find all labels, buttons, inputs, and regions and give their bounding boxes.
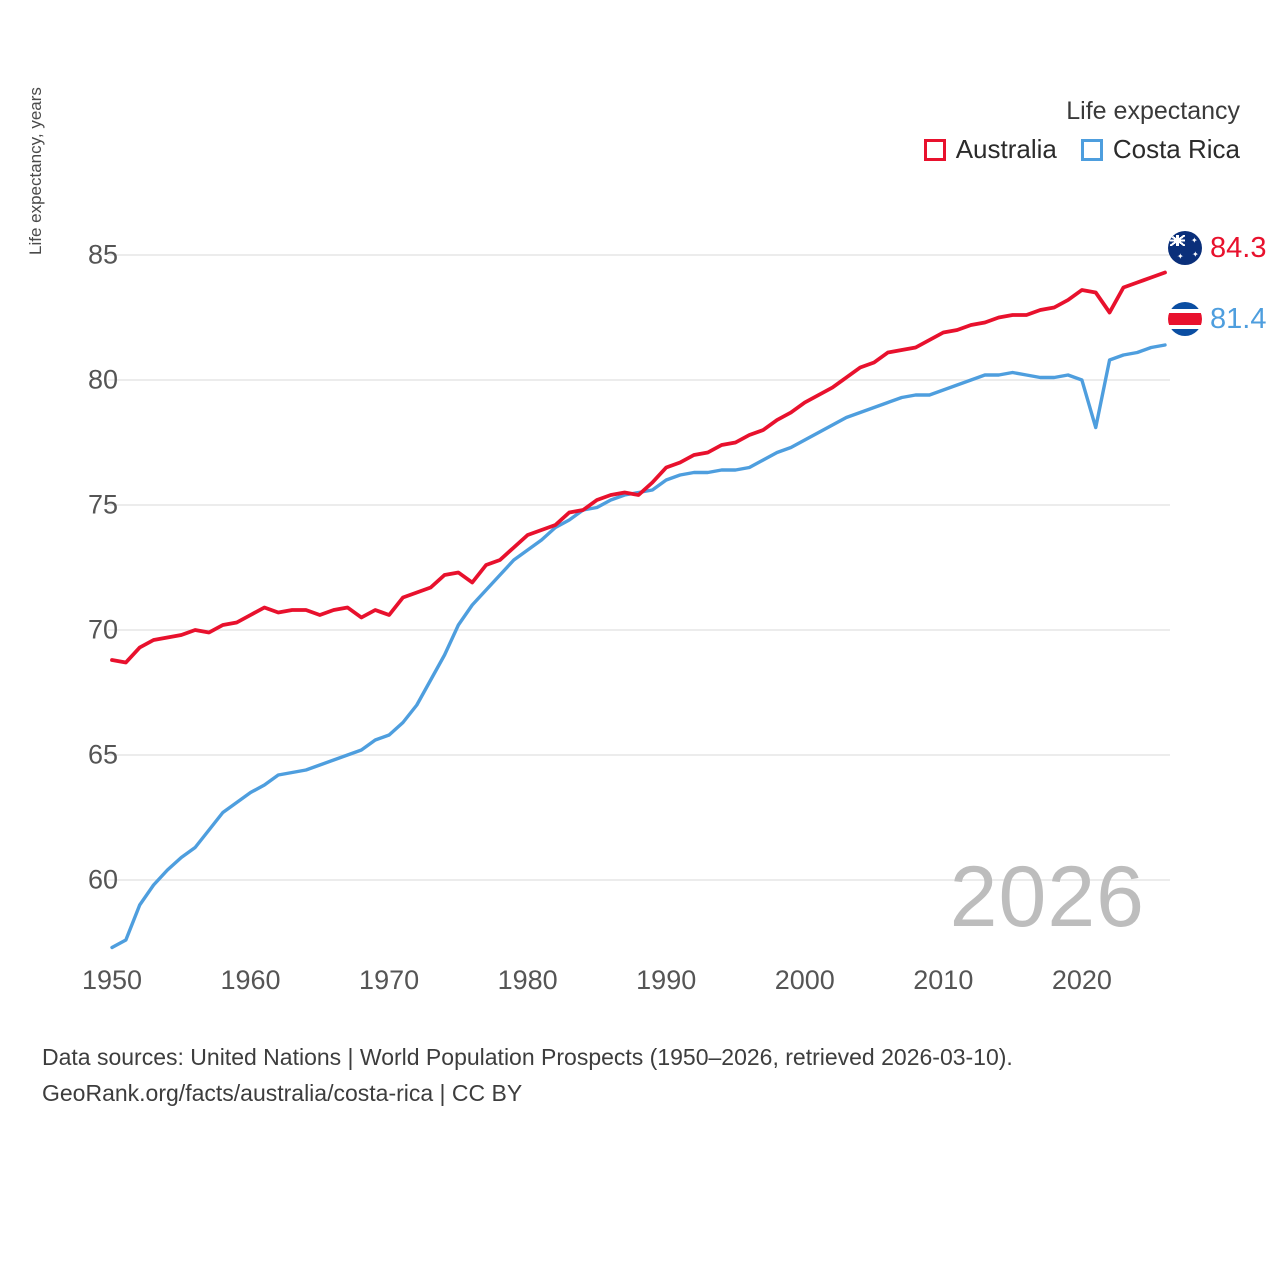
x-tick-label: 1960 [220,965,281,995]
x-tick-label: 2020 [1051,965,1112,995]
legend-item-australia[interactable] [924,134,1057,165]
y-tick-label: 80 [87,364,118,395]
y-tick-label: 75 [87,489,118,520]
y-tick-label: 85 [87,239,118,270]
x-tick-label: 1980 [497,965,558,995]
australia-flag-icon: ✦ ✦ ✦ [1168,231,1202,265]
costa-rica-flag-icon [1168,302,1202,336]
chart-legend [924,96,1240,165]
y-tick-label: 65 [87,739,118,770]
legend-label-costa-rica: Costa Rica [1112,134,1240,164]
end-value-costa-rica: 81.4 [1210,302,1267,335]
end-value-australia: 84.3 [1210,231,1267,264]
footer-line-2: GeoRank.org/facts/australia/costa-rica | CC BY [42,1079,523,1106]
legend-title: Life expectancy [1066,97,1240,125]
x-tick-label: 1970 [359,965,420,995]
y-axis-ticks [0,195,118,960]
footer-sources [42,1040,1242,1111]
legend-items [924,134,1240,165]
gridlines [108,255,1170,880]
end-label-australia [1168,231,1266,265]
legend-item-costa-rica[interactable] [1081,134,1240,165]
end-label-costa-rica [1168,302,1266,336]
year-watermark: 2026 [949,849,1145,945]
x-tick-label: 1950 [81,965,143,995]
series-line-australia [112,273,1165,663]
legend-swatch-costa-rica-icon [1081,139,1103,161]
footer-line-1: Data sources: United Nations | World Population Prospects (1950–2026, retrieved 2026-03-10). [42,1044,1013,1070]
line-chart-svg [0,195,1280,960]
legend-swatch-australia-icon [924,139,946,161]
x-tick-label: 1990 [636,965,697,995]
y-tick-label: 60 [87,864,118,895]
plot-area [0,195,1280,960]
x-axis-ticks [0,965,1280,1005]
x-tick-label: 2010 [913,965,974,995]
y-tick-label: 70 [87,614,118,645]
y-axis-title: Life expectancy, years [26,87,45,255]
x-tick-label: 2000 [774,965,835,995]
legend-label-australia: Australia [955,134,1057,164]
